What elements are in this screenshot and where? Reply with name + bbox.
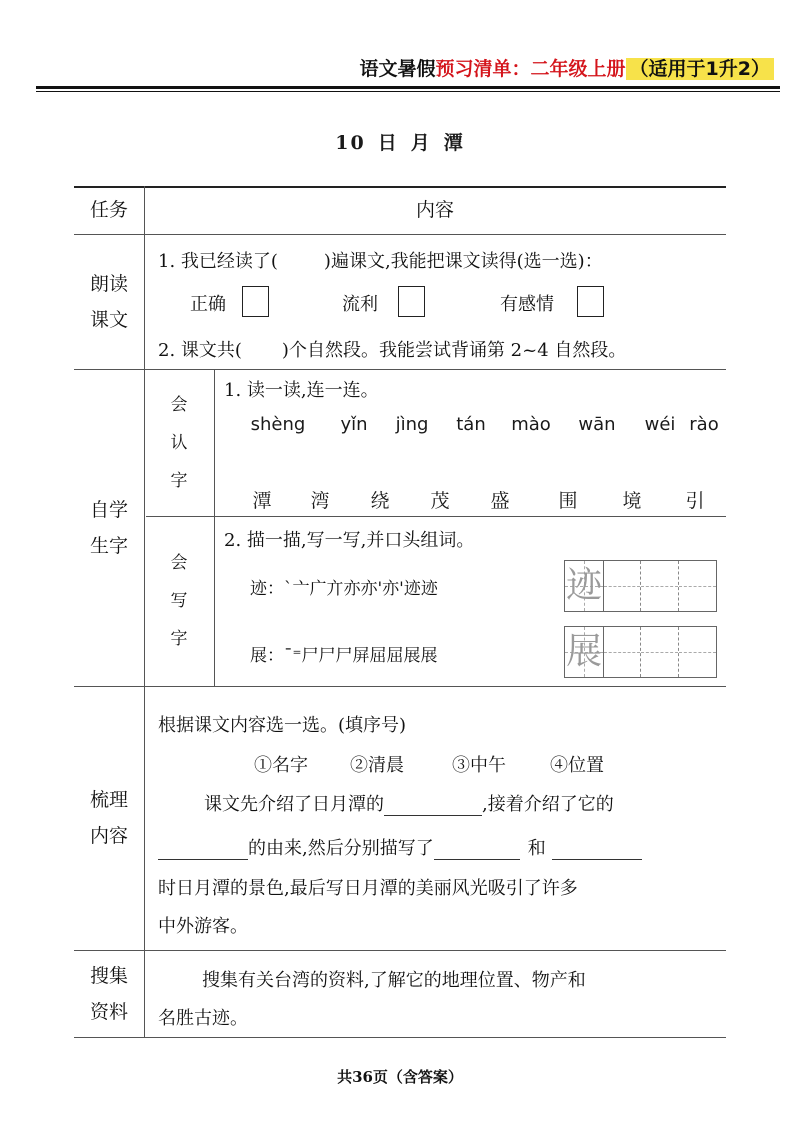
recognize-instruction: 1. 读一读,连一连。 xyxy=(224,380,379,401)
hanzi-item[interactable]: 围 xyxy=(558,490,578,512)
sort-paragraph-line-3: 时日月潭的景色,最后写日月潭的美丽风光吸引了许多 xyxy=(158,878,578,899)
table-top-border xyxy=(74,186,726,188)
paragraph-text: 和 xyxy=(527,838,546,859)
fill-blank-3[interactable] xyxy=(434,840,520,860)
writing-grid-zhan[interactable] xyxy=(564,626,717,678)
task-label-line: 自学 xyxy=(89,499,128,521)
table-row-divider xyxy=(74,369,726,370)
task-label-line: 梳理 xyxy=(89,789,128,811)
task-label-reading xyxy=(74,266,144,338)
reading-option-fluent-label: 流利 xyxy=(342,294,378,315)
table-row-divider xyxy=(74,950,726,951)
sort-paragraph-line-1 xyxy=(204,790,614,816)
task-label-self-study xyxy=(74,492,144,564)
trace-char-ji: 迹 xyxy=(566,565,603,606)
writing-cell[interactable] xyxy=(641,627,678,677)
stroke-order-ji: 迹：`亠广亣亦亦'亦'迹迹 xyxy=(250,579,438,599)
sub-label-char: 认 xyxy=(170,433,188,453)
sort-paragraph-line-4: 中外游客。 xyxy=(158,916,248,937)
choice-item: ②清晨 xyxy=(350,755,404,776)
pinyin-item[interactable]: jìng xyxy=(395,414,429,435)
pinyin-item[interactable]: shèng xyxy=(250,414,306,435)
pinyin-item[interactable]: rào xyxy=(689,414,719,435)
reading-line-1-text: 1. 我已经读了( xyxy=(158,251,278,272)
choice-item: ④位置 xyxy=(550,755,604,776)
write-instruction: 2. 描一描,写一写,并口头组词。 xyxy=(224,530,475,551)
sub-label-char: 会 xyxy=(170,553,188,573)
fill-blank-1[interactable] xyxy=(384,796,482,816)
fill-blank-2[interactable] xyxy=(158,840,248,860)
fill-blank-4[interactable] xyxy=(552,840,642,860)
task-label-collect xyxy=(74,958,144,1030)
recognize-chars-label xyxy=(149,386,209,500)
writing-cell[interactable] xyxy=(679,627,716,677)
pinyin-item[interactable]: yǐn xyxy=(340,414,368,435)
header-title xyxy=(360,54,774,81)
preview-table xyxy=(74,186,726,1038)
task-label-line: 生字 xyxy=(89,535,128,557)
sub-label-char: 会 xyxy=(170,395,188,415)
reading-line-2-text: )个自然段。我能尝试背诵第 2~4 自然段。 xyxy=(281,340,627,361)
task-label-line: 搜集 xyxy=(89,965,128,987)
reading-option-correct-checkbox[interactable] xyxy=(242,286,269,317)
table-column-divider xyxy=(144,186,145,1038)
sub-label-char: 字 xyxy=(170,629,188,649)
pinyin-item[interactable]: wéi xyxy=(644,414,676,435)
hanzi-item[interactable]: 绕 xyxy=(370,490,390,512)
task-label-line: 内容 xyxy=(89,825,128,847)
reading-line-1-text: )遍课文,我能把课文读得(选一选)： xyxy=(323,251,603,272)
column-header-content: 内容 xyxy=(415,199,454,221)
choice-item: ①名字 xyxy=(254,755,308,776)
pinyin-item[interactable]: tán xyxy=(456,414,486,435)
trace-char-zhan: 展 xyxy=(566,631,603,672)
header-title-part2: 预习清单：二年级上册 xyxy=(435,58,626,80)
choice-item: ③中午 xyxy=(452,755,506,776)
task-label-line: 资料 xyxy=(89,1001,128,1023)
writing-cell[interactable] xyxy=(641,561,678,611)
hanzi-item[interactable]: 境 xyxy=(622,490,642,512)
lesson-title-char: 潭 xyxy=(443,132,465,154)
reading-line-1 xyxy=(158,247,603,273)
hanzi-item[interactable]: 湾 xyxy=(310,490,330,512)
pinyin-item[interactable]: mào xyxy=(511,414,551,435)
writing-grid-ji[interactable] xyxy=(564,560,717,612)
hanzi-item[interactable]: 茂 xyxy=(430,490,450,512)
hanzi-row xyxy=(250,486,720,516)
reading-line-2-text: 2. 课文共( xyxy=(158,340,242,361)
trace-cell xyxy=(565,627,604,677)
sub-label-char: 字 xyxy=(170,471,188,491)
writing-cell[interactable] xyxy=(604,627,641,677)
lesson-number: 10 xyxy=(335,132,366,154)
sort-instruction: 根据课文内容选一选。(填序号) xyxy=(158,715,407,736)
paragraph-text: ,接着介绍了它的 xyxy=(482,794,614,815)
table-bottom-border xyxy=(74,1037,726,1038)
header-title-part1: 语文暑假 xyxy=(359,58,436,80)
paragraph-text: 的由来,然后分别描写了 xyxy=(248,838,434,859)
stroke-order-zhan: 展：ˉ⁼尸尸尸屏屈屈展展 xyxy=(250,646,438,666)
task-label-line: 朗读 xyxy=(89,273,128,295)
writing-cell[interactable] xyxy=(679,561,716,611)
hanzi-item[interactable]: 引 xyxy=(685,490,705,512)
hanzi-item[interactable]: 盛 xyxy=(490,490,510,512)
reading-option-emotion-label: 有感情 xyxy=(500,294,554,315)
reading-line-2 xyxy=(158,336,626,362)
hanzi-item[interactable]: 潭 xyxy=(252,490,272,512)
pinyin-row xyxy=(250,414,720,444)
reading-option-emotion-checkbox[interactable] xyxy=(577,286,604,317)
header-title-part3: （适用于1升2） xyxy=(626,58,774,80)
page-footer: 共36页（含答案） xyxy=(337,1068,463,1086)
header-rule-thin xyxy=(36,91,780,92)
task-label-sort-content xyxy=(74,782,144,854)
trace-cell xyxy=(565,561,604,611)
table-subrow-divider xyxy=(146,516,726,517)
task-label-line: 课文 xyxy=(89,309,128,331)
header-rule-thick xyxy=(36,86,780,89)
column-header-task: 任务 xyxy=(89,199,128,221)
collect-line-1: 搜集有关台湾的资料,了解它的地理位置、物产和 xyxy=(202,970,586,991)
table-subcolumn-divider xyxy=(214,369,215,686)
paragraph-text: 课文先介绍了日月潭的 xyxy=(204,794,384,815)
lesson-title-char: 日 xyxy=(377,132,399,154)
write-chars-label xyxy=(149,544,209,658)
sort-paragraph-line-2 xyxy=(158,834,642,860)
writing-cell[interactable] xyxy=(604,561,641,611)
sub-label-char: 写 xyxy=(170,591,188,611)
lesson-title xyxy=(0,128,800,155)
reading-option-correct-label: 正确 xyxy=(190,294,226,315)
table-row-divider xyxy=(74,686,726,687)
reading-option-fluent-checkbox[interactable] xyxy=(398,286,425,317)
table-header-divider xyxy=(74,234,726,235)
pinyin-item[interactable]: wān xyxy=(578,414,616,435)
collect-line-2: 名胜古迹。 xyxy=(158,1008,248,1029)
lesson-title-char: 月 xyxy=(410,132,432,154)
